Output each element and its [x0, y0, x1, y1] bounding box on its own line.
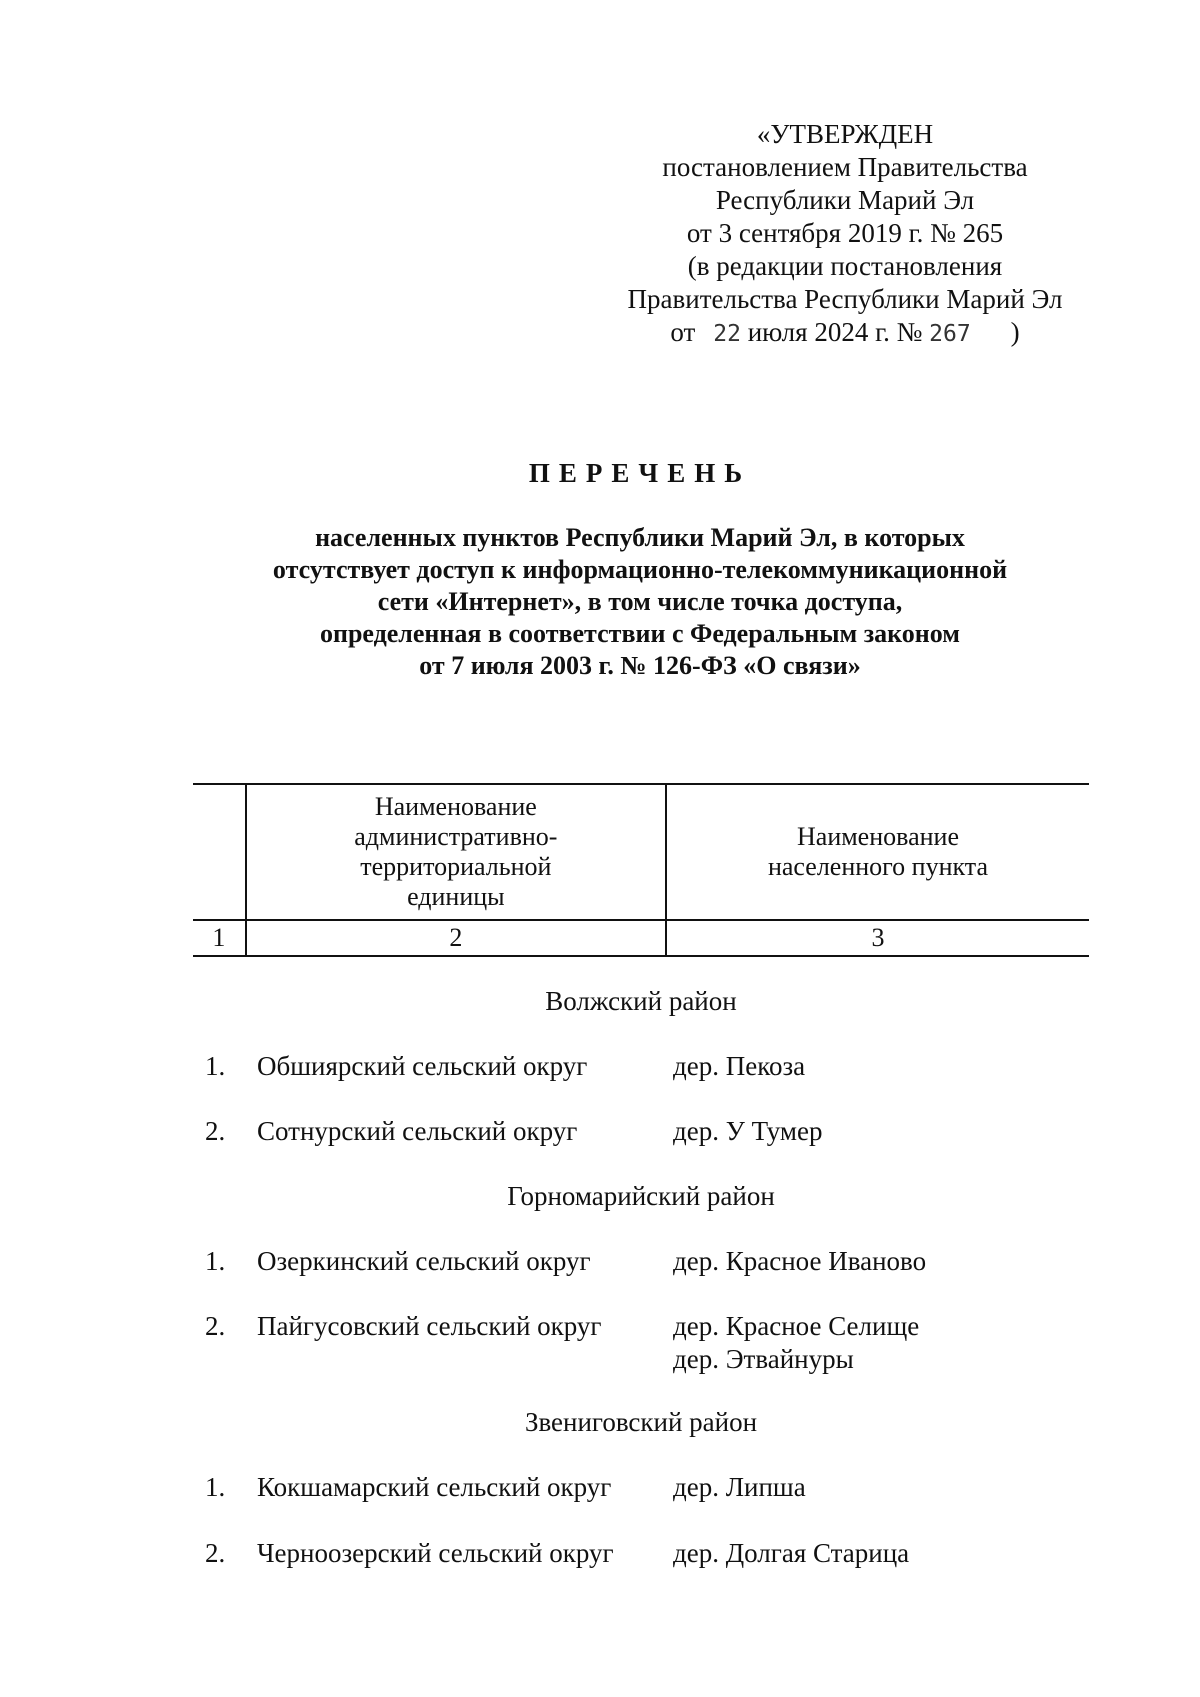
approval-suffix: )	[1010, 317, 1020, 347]
approval-line: Правительства Республики Марий Эл	[627, 284, 1063, 314]
subtitle-line: сети «Интернет», в том числе точка доступа,	[377, 587, 903, 616]
approval-day: 22	[713, 321, 741, 347]
item-number: 2.	[205, 1538, 226, 1568]
approval-line-edition-date	[600, 316, 1090, 351]
item-unit: Кокшамарский сельский округ	[257, 1472, 612, 1502]
header-cell-number	[193, 784, 246, 920]
approval-line: «УТВЕРЖДЕН	[756, 119, 934, 149]
approval-line: постановлением Правительства	[662, 152, 1028, 182]
item-number: 2.	[205, 1311, 226, 1341]
item-unit: Черноозерский сельский округ	[257, 1538, 614, 1568]
item-number: 2.	[205, 1116, 226, 1146]
item-places	[673, 1310, 919, 1376]
approval-line: (в редакции постановления	[687, 251, 1003, 281]
item-place: дер. Красное Селище	[673, 1311, 920, 1341]
column-number: 3	[666, 920, 1089, 956]
item-number: 1.	[205, 1246, 226, 1276]
approval-line: от 3 сентября 2019 г. № 265	[686, 218, 1004, 248]
header-text: населенного пункта	[767, 852, 989, 881]
approval-stamp	[600, 118, 1090, 351]
item-places	[673, 1050, 805, 1083]
district-heading: Волжский район	[545, 986, 737, 1016]
item-number: 1.	[205, 1051, 226, 1081]
header-text: территориальной	[360, 852, 552, 881]
header-text: единицы	[407, 882, 505, 911]
approval-line: Республики Марий Эл	[715, 185, 975, 215]
header-cell-settlement	[666, 784, 1089, 920]
approval-middle: июля 2024 г. №	[747, 317, 923, 347]
item-place: дер. Этвайнуры	[673, 1344, 854, 1374]
approval-number: 267	[929, 321, 971, 347]
item-place: дер. Долгая Старица	[673, 1538, 910, 1568]
item-places	[673, 1537, 909, 1570]
header-text: Наименование	[374, 792, 537, 821]
document-title: ПЕРЕЧЕНЬ	[528, 458, 752, 488]
item-place: дер. Пекоза	[673, 1051, 806, 1081]
district-heading: Горномарийский район	[507, 1181, 775, 1211]
item-places	[673, 1471, 806, 1504]
document-subtitle	[180, 522, 1100, 682]
item-unit: Обшиярский сельский округ	[257, 1051, 588, 1081]
header-cell-unit	[246, 784, 666, 920]
district-heading: Звениговский район	[524, 1407, 758, 1437]
item-places	[673, 1115, 822, 1148]
header-text: административно-	[354, 822, 558, 851]
subtitle-line: отсутствует доступ к информационно-телекоммуникационной	[272, 555, 1008, 584]
subtitle-line: определенная в соответствии с Федеральным законом	[319, 619, 961, 648]
subtitle-line: населенных пунктов Республики Марий Эл, в которых	[315, 523, 965, 552]
item-place: дер. У Тумер	[673, 1116, 823, 1146]
item-unit: Пайгусовский сельский округ	[257, 1311, 602, 1341]
item-place: дер. Красное Иваново	[673, 1246, 927, 1276]
item-number: 1.	[205, 1472, 226, 1502]
column-number: 1	[193, 920, 246, 956]
table-header	[193, 783, 1089, 957]
header-text: Наименование	[797, 822, 959, 851]
subtitle-line: от 7 июля 2003 г. № 126-ФЗ «О связи»	[419, 651, 861, 680]
item-unit: Озеркинский сельский округ	[257, 1246, 591, 1276]
item-unit: Сотнурский сельский округ	[257, 1116, 578, 1146]
approval-prefix: от	[670, 317, 696, 347]
item-places	[673, 1245, 926, 1278]
column-number: 2	[246, 920, 666, 956]
item-place: дер. Липша	[673, 1472, 806, 1502]
